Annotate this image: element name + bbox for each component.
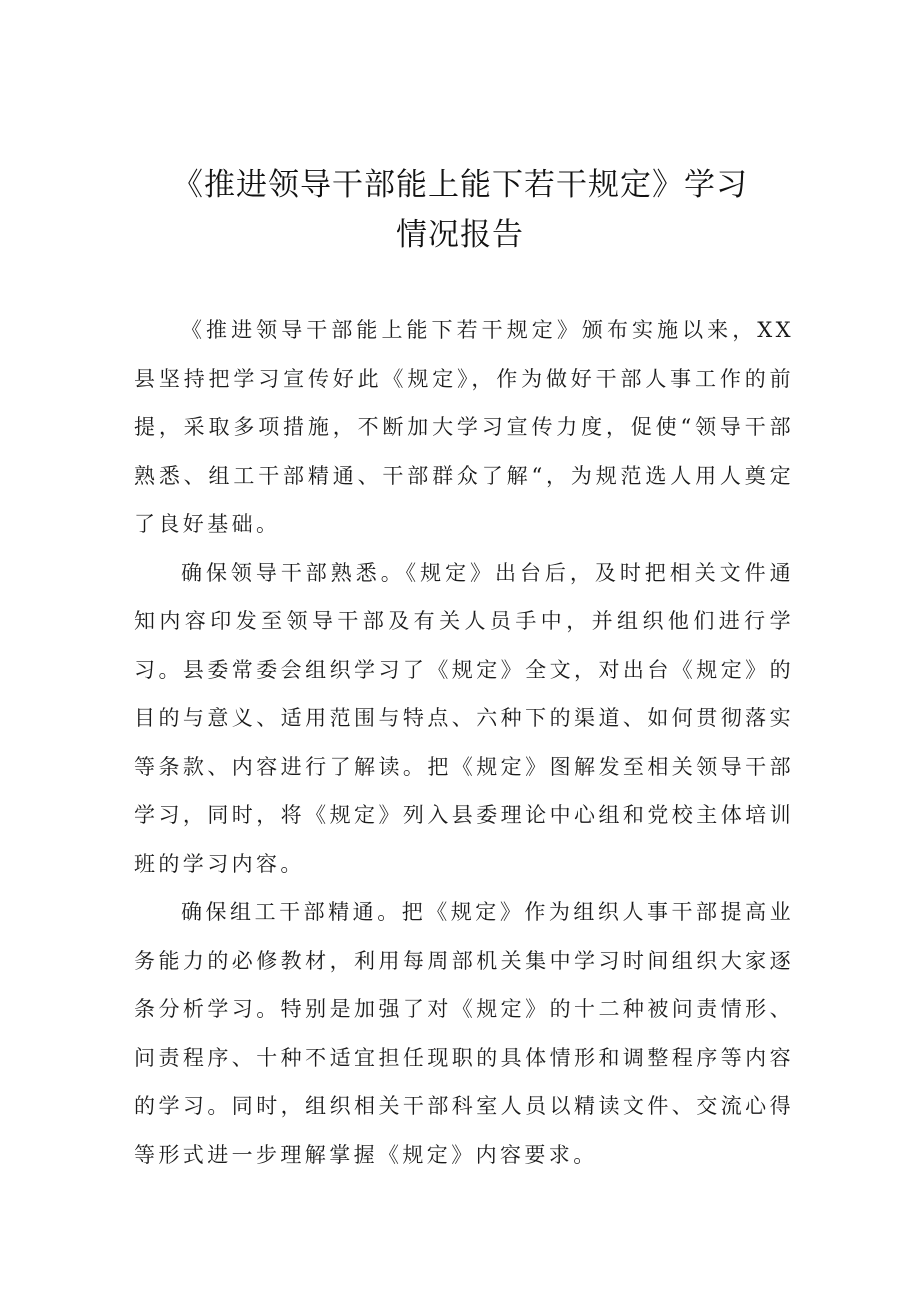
document-title [100,160,820,260]
paragraph-intro: 《推进领导干部能上能下若干规定》颁布实施以来，XX县坚持把学习宣传好此《规定》，作为做好干部人事工作的前提，采取多项措施，不断加大学习宣传力度，促使“领导干部熟悉、组工干部精通、干部群众了解“，为规范选人用人奠定了良好基础。 [134,318,794,536]
paragraph-staff-proficient: 确保组工干部精通。把《规定》作为组织人事干部提高业务能力的必修教材，利用每周部机关集中学习时间组织大家逐条分析学习。特别是加强了对《规定》的十二种被问责情形、问责程序、十种不适宜担任现职的具体情形和调整程序等内容的学习。同时，组织相关干部科室人员以精读文件、交流心得等形式进一步理解掌握《规定》内容要求。 [134,900,794,1167]
title-line-2: 情况报告 [396,217,524,253]
title-line-1: 《推进领导干部能上能下若干规定》学习 [172,167,748,203]
document-body [134,306,794,1179]
paragraph-leaders-familiar: 确保领导干部熟悉。《规定》出台后，及时把相关文件通知内容印发至领导干部及有关人员手中，并组织他们进行学习。县委常委会组织学习了《规定》全文，对出台《规定》的目的与意义、适用范围与特点、六种下的渠道、如何贯彻落实等条款、内容进行了解读。把《规定》图解发至相关领导干部学习，同时，将《规定》列入县委理论中心组和党校主体培训班的学习内容。 [134,560,794,876]
